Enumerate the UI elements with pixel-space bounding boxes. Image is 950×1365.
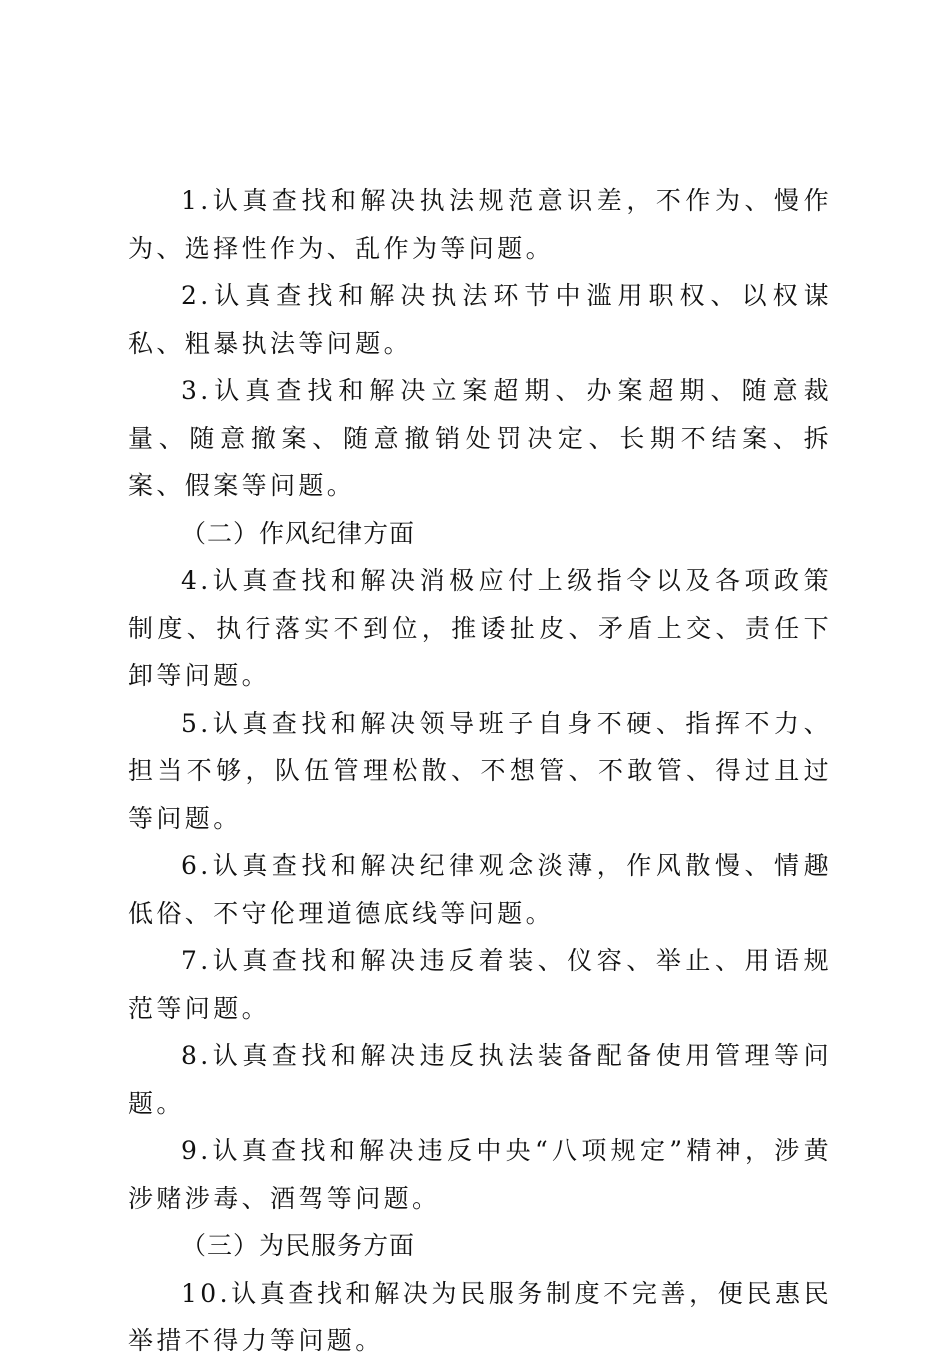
list-item: 6.认真查找和解决纪律观念淡薄，作风散慢、情趣低俗、不守伦理道德底线等问题。 — [128, 851, 832, 928]
document-body — [128, 177, 832, 1365]
list-item: 3.认真查找和解决立案超期、办案超期、随意裁量、随意撤案、随意撤销处罚决定、长期不结案、拆案、假案等问题。 — [128, 376, 832, 500]
list-item: 9.认真查找和解决违反中央“八项规定”精神，涉黄涉赌涉毒、酒驾等问题。 — [128, 1136, 832, 1213]
list-item: 2.认真查找和解决执法环节中滥用职权、以权谋私、粗暴执法等问题。 — [128, 281, 832, 358]
list-item: 8.认真查找和解决违反执法装备配备使用管理等问题。 — [128, 1041, 832, 1118]
list-item: 1.认真查找和解决执法规范意识差，不作为、慢作为、选择性作为、乱作为等问题。 — [128, 186, 832, 263]
list-item: 5.认真查找和解决领导班子自身不硬、指挥不力、担当不够，队伍管理松散、不想管、不敢管、得过且过等问题。 — [128, 708, 832, 833]
list-item: 7.认真查找和解决违反着装、仪容、举止、用语规范等问题。 — [128, 946, 832, 1023]
section-heading: （三）为民服务方面 — [181, 1231, 416, 1260]
section-heading: （二）作风纪律方面 — [181, 518, 416, 548]
list-item: 10.认真查找和解决为民服务制度不完善，便民惠民举措不得力等问题。 — [128, 1278, 832, 1355]
list-item: 4.认真查找和解决消极应付上级指令以及各项政策制度、执行落实不到位，推诿扯皮、矛盾上交、责任下卸等问题。 — [128, 566, 832, 690]
